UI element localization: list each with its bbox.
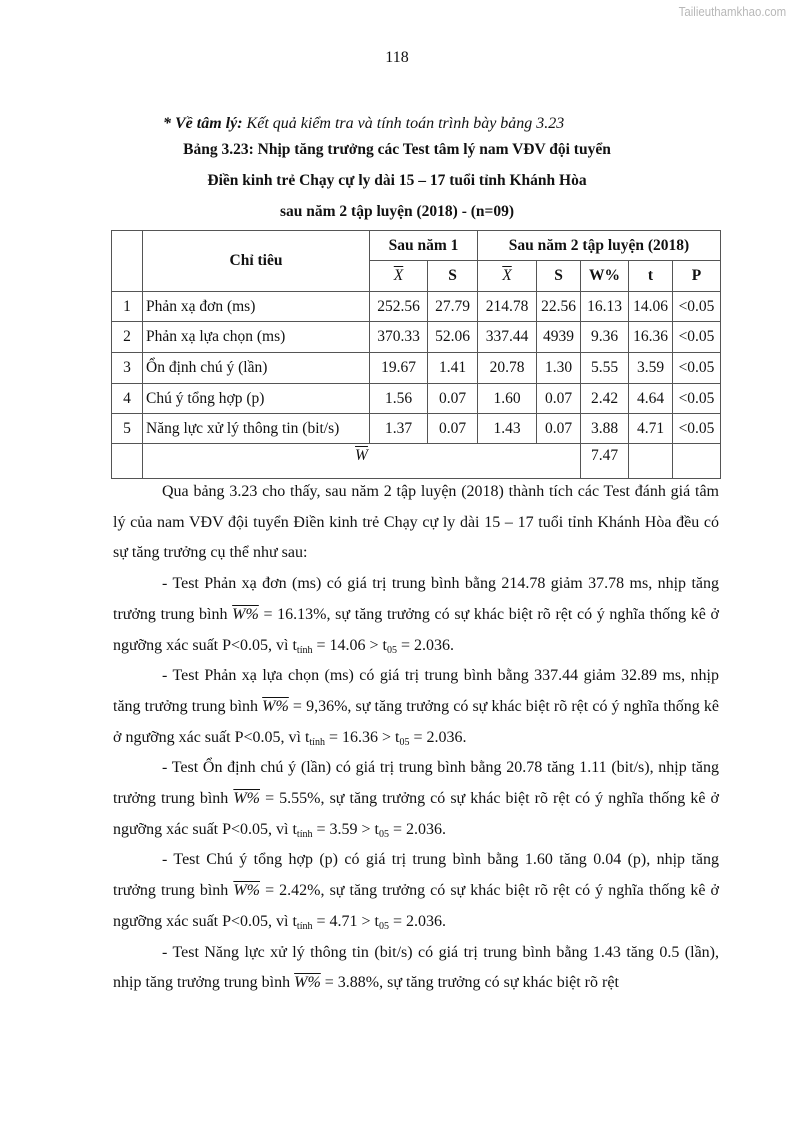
cell-s2: 1.30	[537, 353, 581, 384]
cell-s1: 0.07	[428, 414, 478, 444]
row-name: Năng lực xử lý thông tin (bit/s)	[143, 414, 370, 444]
cell-w: 5.55	[581, 353, 629, 384]
body-text	[113, 477, 719, 999]
body-item-4: - Test Chú ý tổng hợp (p) có giá trị trung bình bằng 1.60 tăng 0.04 (p), nhịp tăng trưởng trung bình W% = 2.42%, sự tăng trưởng có sự khác biệt rõ rệt có ý nghĩa thống kê ở ngưỡng xác suất P<0.05, vì $t_{tính} = 4.71 > t_{05} = 2.036$.	[113, 851, 719, 932]
cell-p: <0.05	[673, 384, 721, 414]
cell-x1: 19.67	[370, 353, 428, 384]
header-t: t	[629, 261, 673, 292]
table-caption-line-3: sau năm 2 tập luyện (2018) - (n=09)	[279, 203, 515, 220]
cell-t: 4.71	[629, 414, 673, 444]
body-item-1: - Test Phản xạ đơn (ms) có giá trị trung bình bằng 214.78 giảm 37.78 ms, nhịp tăng trưởng trung bình W% = 16.13%, sự tăng trưởng có sự khác biệt rõ rệt có ý nghĩa thống kê ở ngưỡng xác suất P<0.05, vì $t_{tính} = 14.06 > t_{05} = 2.036$.	[113, 575, 720, 656]
table-footer-row	[112, 444, 721, 479]
cell-p: <0.05	[673, 353, 721, 384]
header-sd-1: S	[428, 261, 478, 292]
cell-w: 9.36	[581, 322, 629, 353]
table-row	[112, 414, 721, 444]
table-row	[112, 384, 721, 414]
cell-x2: 214.78	[478, 292, 537, 322]
table-caption-line-1: Bảng 3.23: Nhịp tăng trưởng các Test tâm lý nam VĐV đội tuyển	[183, 141, 611, 158]
cell-w: 16.13	[581, 292, 629, 322]
page-number: 118	[385, 49, 409, 66]
cell-t: 4.64	[629, 384, 673, 414]
cell-t: 16.36	[629, 322, 673, 353]
body-intro: Qua bảng 3.23 cho thấy, sau năm 2 tập luyện (2018) thành tích các Test đánh giá tâm lý của nam VĐV đội tuyển Điền kinh trẻ Chạy cự ly dài 15 – 17 tuổi tỉnh Khánh Hòa đều có sự tăng trưởng cụ thể như sau:	[113, 483, 719, 562]
cell-x1: 1.37	[370, 414, 428, 444]
header-after-year-1: Sau năm 1	[370, 231, 478, 261]
cell-x2: 20.78	[478, 353, 537, 384]
cell-s1: 52.06	[428, 322, 478, 353]
cell-s2: 0.07	[537, 384, 581, 414]
row-name: Ổn định chú ý (lần)	[143, 353, 370, 384]
cell-w: 2.42	[581, 384, 629, 414]
header-after-year-2: Sau năm 2 tập luyện (2018)	[478, 231, 721, 261]
section-label: * Về tâm lý:	[163, 115, 243, 132]
cell-x1: 370.33	[370, 322, 428, 353]
table-caption-line-2: Điền kinh trẻ Chạy cự ly dài 15 – 17 tuổi tỉnh Khánh Hòa	[207, 172, 587, 189]
header-mean-1: $\overline{X}$	[370, 261, 428, 292]
cell-x2: 1.43	[478, 414, 537, 444]
cell-t: 14.06	[629, 292, 673, 322]
body-item-3: - Test Ổn định chú ý (lần) có giá trị trung bình bằng 20.78 tăng 1.11 (bit/s), nhịp tăng trưởng trung bình W% = 5.55%, sự tăng trưởng có sự khác biệt rõ rệt có ý nghĩa thống kê ở ngưỡng xác suất P<0.05, vì $t_{tính} = 3.59 > t_{05} = 2.036$.	[113, 759, 719, 840]
row-no: 5	[112, 414, 143, 444]
row-name: Phản xạ đơn (ms)	[143, 292, 370, 322]
table-row	[112, 322, 721, 353]
row-no: 4	[112, 384, 143, 414]
cell-s2: 22.56	[537, 292, 581, 322]
row-name: Phản xạ lựa chọn (ms)	[143, 322, 370, 353]
header-no	[112, 231, 143, 292]
row-no: 1	[112, 292, 143, 322]
row-name: Chú ý tổng hợp (p)	[143, 384, 370, 414]
cell-s2: 4939	[537, 322, 581, 353]
cell-t: 3.59	[629, 353, 673, 384]
cell-p: <0.05	[673, 414, 721, 444]
cell-x1: 1.56	[370, 384, 428, 414]
header-w-pct: W%	[581, 261, 629, 292]
cell-s1: 0.07	[428, 384, 478, 414]
footer-empty-p	[673, 444, 721, 479]
cell-s2: 0.07	[537, 414, 581, 444]
cell-x2: 337.44	[478, 322, 537, 353]
cell-s1: 27.79	[428, 292, 478, 322]
header-p: P	[673, 261, 721, 292]
header-indicator: Chỉ tiêu	[143, 231, 370, 292]
row-no: 2	[112, 322, 143, 353]
cell-p: <0.05	[673, 292, 721, 322]
table-row	[112, 353, 721, 384]
body-item-2: - Test Phản xạ lựa chọn (ms) có giá trị trung bình bằng 337.44 giảm 32.89 ms, nhịp tăng trưởng trung bình W% = 9,36%, sự tăng trưởng có sự khác biệt rõ rệt có ý nghĩa thống kê ở ngưỡng xác suất P<0.05, vì $t_{tính} = 16.36 > t_{05} = 2.036$.	[113, 667, 720, 748]
footer-empty-t	[629, 444, 673, 479]
results-table	[111, 230, 721, 479]
cell-s1: 1.41	[428, 353, 478, 384]
cell-w: 3.88	[581, 414, 629, 444]
body-item-5: - Test Năng lực xử lý thông tin (bit/s) có giá trị trung bình bằng 1.43 tăng 0.5 (lần), nhịp tăng trưởng trung bình W% = 3.88%, sự tăng trưởng có sự khác biệt rõ rệt	[113, 943, 719, 992]
footer-w-mean: 7.47	[581, 444, 629, 479]
section-intro	[163, 115, 564, 133]
header-sd-2: S	[537, 261, 581, 292]
cell-p: <0.05	[673, 322, 721, 353]
table-row	[112, 292, 721, 322]
cell-x2: 1.60	[478, 384, 537, 414]
footer-no	[112, 444, 143, 479]
footer-label: $\overline{W}$	[143, 444, 581, 479]
cell-x1: 252.56	[370, 292, 428, 322]
row-no: 3	[112, 353, 143, 384]
watermark: Tailieuthamkhao.com	[678, 4, 786, 19]
section-intro-text: Kết quả kiểm tra và tính toán trình bày bảng 3.23	[242, 115, 565, 132]
header-mean-2: $\overline{X}$	[478, 261, 537, 292]
